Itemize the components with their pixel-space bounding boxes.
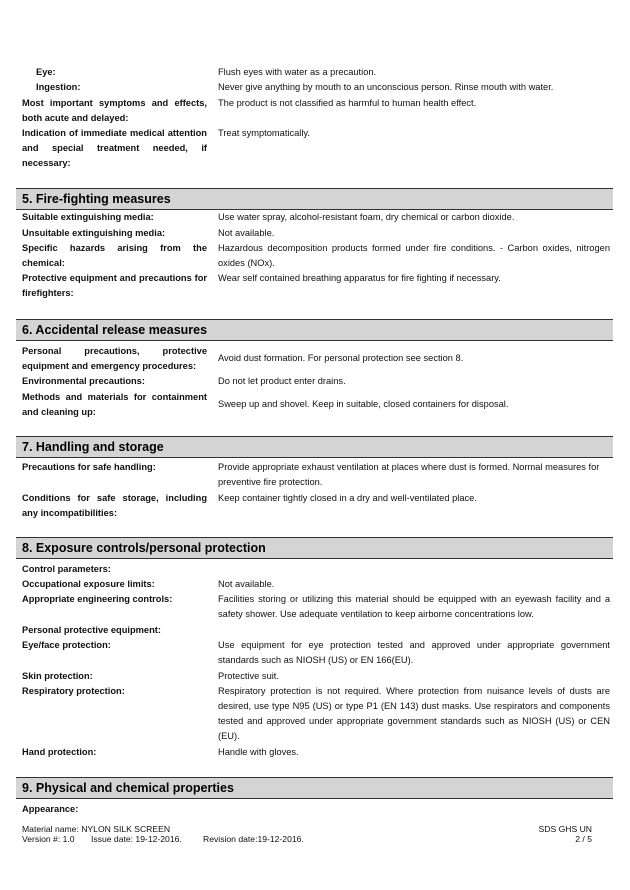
field-value: Protective suit. [218, 671, 279, 681]
footer-page-number: 2 / 5 [575, 834, 592, 844]
field-value: Wear self contained breathing apparatus for fire fighting if necessary. [218, 273, 501, 283]
footer-issue-date: Issue date: 19-12-2016. [91, 834, 182, 844]
field-label: Indication of immediate medical attention and special treatment needed, if necessary: [22, 128, 207, 168]
field-label: Suitable extinguishing media: [22, 212, 154, 222]
field-value: Provide appropriate exhaust ventilation at places where dust is formed. Normal measures for preventive fire protection. [218, 462, 600, 487]
field-label: Conditions for safe storage, including any incompatibilities: [22, 493, 207, 518]
field-value: Use water spray, alcohol-resistant foam, dry chemical or carbon dioxide. [218, 212, 515, 222]
field-label: Methods and materials for containment and cleaning up: [22, 392, 207, 417]
field-value: Facilities storing or utilizing this material should be equipped with an eyewash facility and a safety shower. Use adequate ventilation to keep airborne concentrations low. [218, 594, 610, 619]
field-label: Occupational exposure limits: [22, 579, 155, 589]
field-value: Sweep up and shovel. Keep in suitable, closed containers for disposal. [218, 399, 509, 409]
field-value: Keep container tightly closed in a dry and well-ventilated place. [218, 493, 477, 503]
field-label: Ingestion: [36, 82, 81, 92]
field-value: Flush eyes with water as a precaution. [218, 67, 377, 77]
footer-revision-date: Revision date:19-12-2016. [203, 834, 304, 844]
field-label: Protective equipment and precautions for firefighters: [22, 273, 207, 298]
field-label: Appearance: [22, 804, 79, 814]
section-header-exposure-controls: 8. Exposure controls/personal protection [16, 537, 613, 559]
field-value: Use equipment for eye protection tested and approved under appropriate government standards such as NIOSH (US) or EN 166(EU). [218, 640, 610, 665]
field-label: Unsuitable extinguishing media: [22, 228, 166, 238]
field-value: Do not let product enter drains. [218, 376, 346, 386]
field-label: Appropriate engineering controls: [22, 594, 173, 604]
field-value: Not available. [218, 579, 275, 589]
field-label: Most important symptoms and effects, both acute and delayed: [22, 98, 207, 123]
field-value: Handle with gloves. [218, 747, 299, 757]
field-label: Eye: [36, 67, 56, 77]
section-header-fire-fighting: 5. Fire-fighting measures [16, 188, 613, 210]
field-value: Never give anything by mouth to an unconscious person. Rinse mouth with water. [218, 82, 554, 92]
field-label: Environmental precautions: [22, 376, 145, 386]
field-value: Hazardous decomposition products formed under fire conditions. - Carbon oxides, nitrogen oxides (NOx). [218, 243, 610, 268]
section-header-handling-storage: 7. Handling and storage [16, 436, 613, 458]
field-label: Eye/face protection: [22, 640, 111, 650]
footer-version: Version #: 1.0 [22, 834, 75, 844]
field-value: Not available. [218, 228, 275, 238]
field-label: Personal precautions, protective equipment and emergency procedures: [22, 346, 207, 371]
field-label: Respiratory protection: [22, 686, 125, 696]
field-value: Respiratory protection is not required. Where protection from nuisance levels of dusts are desired, use type N95 (US) or type P1 (EN 143) dust masks. Use respirators and components tested and approved under appropriate government standards such as NIOSH (US) or CEN (EU). [218, 686, 610, 741]
field-label: Specific hazards arising from the chemical: [22, 243, 207, 268]
section-header-accidental-release: 6. Accidental release measures [16, 319, 613, 341]
section-header-physical-chemical: 9. Physical and chemical properties [16, 777, 613, 799]
field-label: Control parameters: [22, 564, 111, 574]
field-value: Avoid dust formation. For personal protection see section 8. [218, 353, 464, 363]
field-label: Precautions for safe handling: [22, 462, 156, 472]
footer-material-name: Material name: NYLON SILK SCREEN [22, 824, 171, 834]
field-label: Personal protective equipment: [22, 625, 161, 635]
field-label: Hand protection: [22, 747, 97, 757]
field-value: The product is not classified as harmful to human health effect. [218, 98, 477, 108]
field-label: Skin protection: [22, 671, 93, 681]
footer-doc-type: SDS GHS UN [538, 824, 592, 834]
field-value: Treat symptomatically. [218, 128, 310, 138]
